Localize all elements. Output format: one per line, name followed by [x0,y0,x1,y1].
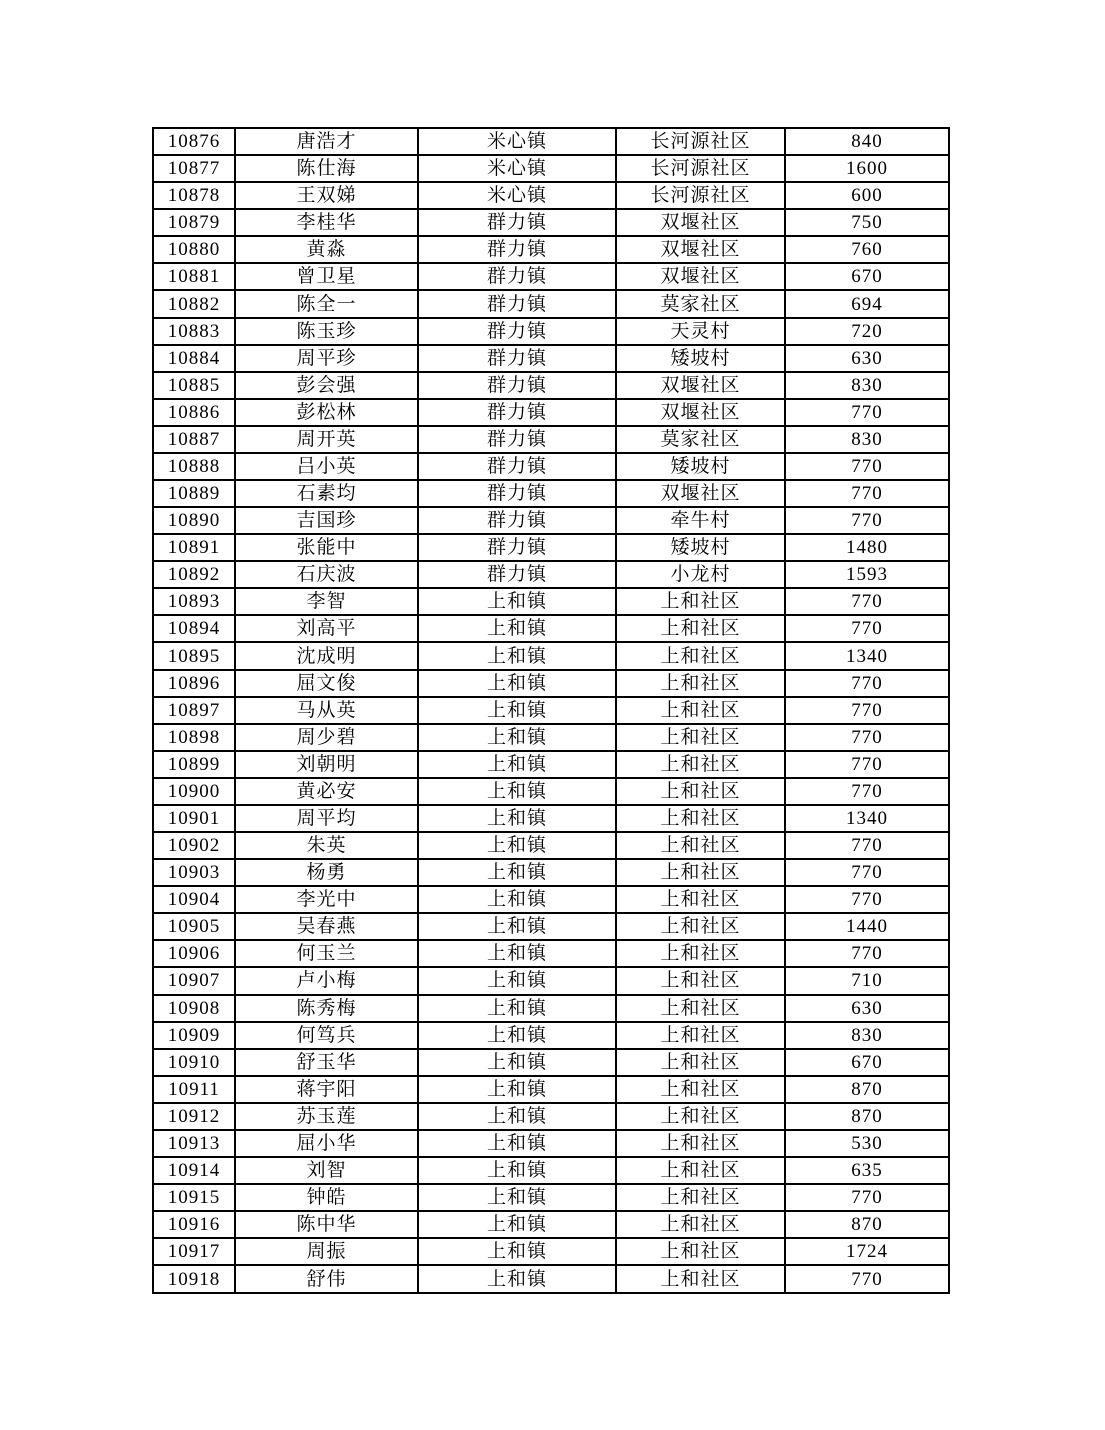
table-row [153,1211,949,1238]
cell-community: 上和社区 [616,751,785,778]
cell-amount: 635 [785,1157,949,1184]
table-row [153,832,949,859]
cell-town: 上和镇 [418,1265,616,1293]
cell-town: 上和镇 [418,615,616,642]
cell-id: 10913 [153,1130,235,1157]
cell-id: 10899 [153,751,235,778]
cell-town: 群力镇 [418,480,616,507]
cell-community: 上和社区 [616,615,785,642]
table-row [153,453,949,480]
cell-town: 群力镇 [418,290,616,317]
cell-town: 上和镇 [418,778,616,805]
cell-amount: 770 [785,615,949,642]
cell-name: 吕小英 [235,453,418,480]
cell-name: 马从英 [235,697,418,724]
table-row [153,561,949,588]
cell-name: 屈文俊 [235,670,418,697]
cell-amount: 670 [785,263,949,290]
cell-community: 上和社区 [616,1076,785,1103]
cell-amount: 720 [785,318,949,345]
cell-town: 上和镇 [418,697,616,724]
cell-town: 上和镇 [418,1130,616,1157]
cell-name: 何笃兵 [235,1022,418,1049]
cell-name: 卢小梅 [235,967,418,994]
cell-amount: 750 [785,209,949,236]
cell-name: 石素均 [235,480,418,507]
cell-amount: 770 [785,697,949,724]
cell-name: 张能中 [235,534,418,561]
cell-community: 上和社区 [616,588,785,615]
cell-name: 舒玉华 [235,1049,418,1076]
cell-community: 矮坡村 [616,534,785,561]
table-row [153,886,949,913]
cell-id: 10884 [153,345,235,372]
cell-name: 钟皓 [235,1184,418,1211]
cell-id: 10915 [153,1184,235,1211]
cell-community: 上和社区 [616,886,785,913]
cell-amount: 830 [785,1022,949,1049]
cell-amount: 770 [785,940,949,967]
cell-amount: 840 [785,128,949,155]
cell-id: 10918 [153,1265,235,1293]
cell-name: 陈中华 [235,1211,418,1238]
cell-town: 上和镇 [418,1076,616,1103]
cell-name: 曾卫星 [235,263,418,290]
cell-name: 吉国珍 [235,507,418,534]
table-row [153,913,949,940]
cell-id: 10901 [153,805,235,832]
table-row [153,372,949,399]
cell-id: 10903 [153,859,235,886]
cell-id: 10897 [153,697,235,724]
cell-amount: 1724 [785,1238,949,1265]
cell-community: 双堰社区 [616,209,785,236]
table-row [153,588,949,615]
cell-community: 牵牛村 [616,507,785,534]
cell-town: 上和镇 [418,805,616,832]
cell-id: 10894 [153,615,235,642]
cell-town: 上和镇 [418,940,616,967]
cell-community: 上和社区 [616,1238,785,1265]
cell-amount: 770 [785,1265,949,1293]
cell-town: 上和镇 [418,886,616,913]
cell-town: 上和镇 [418,967,616,994]
cell-community: 上和社区 [616,995,785,1022]
cell-amount: 710 [785,967,949,994]
cell-id: 10906 [153,940,235,967]
cell-amount: 830 [785,372,949,399]
cell-amount: 870 [785,1103,949,1130]
cell-town: 群力镇 [418,426,616,453]
cell-town: 群力镇 [418,318,616,345]
beneficiary-table [152,127,950,1294]
table-row [153,263,949,290]
cell-community: 长河源社区 [616,182,785,209]
cell-name: 苏玉莲 [235,1103,418,1130]
cell-town: 上和镇 [418,1157,616,1184]
cell-id: 10885 [153,372,235,399]
cell-name: 王双娣 [235,182,418,209]
cell-name: 李光中 [235,886,418,913]
table-row [153,697,949,724]
cell-community: 上和社区 [616,1049,785,1076]
cell-id: 10916 [153,1211,235,1238]
cell-community: 上和社区 [616,697,785,724]
cell-town: 群力镇 [418,534,616,561]
cell-id: 10902 [153,832,235,859]
cell-name: 周开英 [235,426,418,453]
cell-community: 上和社区 [616,642,785,669]
cell-name: 舒伟 [235,1265,418,1293]
cell-town: 米心镇 [418,155,616,182]
cell-id: 10893 [153,588,235,615]
cell-amount: 770 [785,832,949,859]
cell-community: 双堰社区 [616,480,785,507]
cell-community: 上和社区 [616,724,785,751]
cell-id: 10900 [153,778,235,805]
cell-community: 上和社区 [616,1022,785,1049]
cell-id: 10917 [153,1238,235,1265]
cell-id: 10886 [153,399,235,426]
cell-town: 群力镇 [418,372,616,399]
cell-name: 吴春燕 [235,913,418,940]
cell-name: 蒋宇阳 [235,1076,418,1103]
cell-community: 上和社区 [616,1157,785,1184]
cell-id: 10887 [153,426,235,453]
cell-name: 刘朝明 [235,751,418,778]
cell-id: 10879 [153,209,235,236]
cell-community: 矮坡村 [616,345,785,372]
cell-id: 10882 [153,290,235,317]
cell-id: 10909 [153,1022,235,1049]
cell-name: 沈成明 [235,642,418,669]
cell-id: 10895 [153,642,235,669]
cell-town: 上和镇 [418,588,616,615]
cell-community: 上和社区 [616,967,785,994]
cell-name: 陈全一 [235,290,418,317]
cell-community: 矮坡村 [616,453,785,480]
cell-amount: 1600 [785,155,949,182]
cell-amount: 770 [785,399,949,426]
cell-town: 米心镇 [418,128,616,155]
cell-community: 莫家社区 [616,290,785,317]
cell-town: 米心镇 [418,182,616,209]
table-row [153,724,949,751]
cell-community: 长河源社区 [616,128,785,155]
cell-name: 黄淼 [235,236,418,263]
cell-id: 10896 [153,670,235,697]
cell-community: 双堰社区 [616,263,785,290]
cell-community: 上和社区 [616,778,785,805]
cell-town: 上和镇 [418,1022,616,1049]
cell-name: 唐浩才 [235,128,418,155]
cell-amount: 1480 [785,534,949,561]
cell-amount: 600 [785,182,949,209]
cell-id: 10908 [153,995,235,1022]
cell-town: 上和镇 [418,1103,616,1130]
cell-name: 周平珍 [235,345,418,372]
cell-name: 李桂华 [235,209,418,236]
cell-town: 上和镇 [418,724,616,751]
cell-amount: 770 [785,507,949,534]
table-row [153,1130,949,1157]
table-row [153,1022,949,1049]
table-row [153,1049,949,1076]
cell-id: 10889 [153,480,235,507]
cell-id: 10881 [153,263,235,290]
cell-amount: 770 [785,886,949,913]
cell-amount: 1440 [785,913,949,940]
cell-community: 上和社区 [616,1265,785,1293]
table-row [153,1265,949,1293]
table-row [153,399,949,426]
cell-town: 上和镇 [418,670,616,697]
cell-town: 群力镇 [418,561,616,588]
table-row [153,480,949,507]
cell-name: 刘高平 [235,615,418,642]
cell-amount: 630 [785,995,949,1022]
cell-id: 10898 [153,724,235,751]
cell-town: 上和镇 [418,913,616,940]
table-row [153,642,949,669]
cell-name: 刘智 [235,1157,418,1184]
cell-community: 长河源社区 [616,155,785,182]
table-row [153,940,949,967]
cell-name: 周平均 [235,805,418,832]
cell-town: 群力镇 [418,263,616,290]
cell-community: 双堰社区 [616,399,785,426]
cell-id: 10877 [153,155,235,182]
cell-amount: 870 [785,1076,949,1103]
table-row [153,182,949,209]
table-row [153,778,949,805]
table-row [153,236,949,263]
cell-town: 上和镇 [418,1238,616,1265]
cell-town: 群力镇 [418,345,616,372]
cell-community: 双堰社区 [616,236,785,263]
table-row [153,615,949,642]
cell-amount: 760 [785,236,949,263]
cell-amount: 530 [785,1130,949,1157]
cell-community: 上和社区 [616,1103,785,1130]
cell-community: 上和社区 [616,1130,785,1157]
cell-town: 上和镇 [418,751,616,778]
cell-id: 10890 [153,507,235,534]
cell-amount: 630 [785,345,949,372]
cell-amount: 830 [785,426,949,453]
cell-id: 10888 [153,453,235,480]
cell-amount: 770 [785,588,949,615]
cell-name: 杨勇 [235,859,418,886]
cell-id: 10883 [153,318,235,345]
cell-town: 群力镇 [418,209,616,236]
cell-id: 10910 [153,1049,235,1076]
cell-amount: 770 [785,751,949,778]
cell-name: 黄必安 [235,778,418,805]
table-row [153,507,949,534]
cell-town: 群力镇 [418,236,616,263]
cell-town: 上和镇 [418,995,616,1022]
table-body [153,128,949,1293]
cell-name: 陈仕海 [235,155,418,182]
cell-town: 群力镇 [418,507,616,534]
cell-id: 10876 [153,128,235,155]
cell-id: 10892 [153,561,235,588]
table-row [153,1184,949,1211]
cell-id: 10891 [153,534,235,561]
cell-town: 上和镇 [418,1211,616,1238]
cell-community: 上和社区 [616,805,785,832]
cell-community: 上和社区 [616,832,785,859]
cell-community: 莫家社区 [616,426,785,453]
cell-id: 10912 [153,1103,235,1130]
cell-id: 10911 [153,1076,235,1103]
cell-name: 屈小华 [235,1130,418,1157]
cell-name: 周振 [235,1238,418,1265]
cell-amount: 770 [785,1184,949,1211]
cell-town: 上和镇 [418,832,616,859]
table-row [153,1076,949,1103]
cell-name: 朱英 [235,832,418,859]
cell-community: 上和社区 [616,1211,785,1238]
table-row [153,318,949,345]
cell-amount: 770 [785,778,949,805]
cell-amount: 694 [785,290,949,317]
table-row [153,1103,949,1130]
cell-town: 群力镇 [418,453,616,480]
cell-amount: 1340 [785,642,949,669]
cell-amount: 670 [785,1049,949,1076]
table-row [153,1157,949,1184]
cell-name: 陈秀梅 [235,995,418,1022]
table-row [153,155,949,182]
cell-id: 10905 [153,913,235,940]
table-row [153,967,949,994]
cell-community: 天灵村 [616,318,785,345]
cell-amount: 770 [785,480,949,507]
table-row [153,751,949,778]
cell-name: 石庆波 [235,561,418,588]
cell-amount: 770 [785,453,949,480]
cell-name: 彭会强 [235,372,418,399]
cell-amount: 1340 [785,805,949,832]
table-row [153,995,949,1022]
cell-community: 双堰社区 [616,372,785,399]
table-row [153,426,949,453]
cell-amount: 1593 [785,561,949,588]
cell-town: 上和镇 [418,1049,616,1076]
table-row [153,534,949,561]
cell-id: 10878 [153,182,235,209]
cell-community: 小龙村 [616,561,785,588]
cell-town: 上和镇 [418,859,616,886]
cell-community: 上和社区 [616,940,785,967]
cell-community: 上和社区 [616,1184,785,1211]
cell-amount: 770 [785,724,949,751]
cell-name: 陈玉珍 [235,318,418,345]
cell-id: 10880 [153,236,235,263]
table-row [153,345,949,372]
cell-id: 10914 [153,1157,235,1184]
cell-town: 群力镇 [418,399,616,426]
cell-town: 上和镇 [418,1184,616,1211]
cell-name: 何玉兰 [235,940,418,967]
cell-name: 周少碧 [235,724,418,751]
cell-town: 上和镇 [418,642,616,669]
cell-amount: 870 [785,1211,949,1238]
cell-amount: 770 [785,670,949,697]
cell-community: 上和社区 [616,913,785,940]
table-row [153,859,949,886]
table-row [153,209,949,236]
cell-id: 10904 [153,886,235,913]
cell-name: 李智 [235,588,418,615]
cell-community: 上和社区 [616,859,785,886]
table-row [153,805,949,832]
table-row [153,1238,949,1265]
table-row [153,290,949,317]
table-row [153,128,949,155]
cell-community: 上和社区 [616,670,785,697]
cell-name: 彭松林 [235,399,418,426]
cell-amount: 770 [785,859,949,886]
table-row [153,670,949,697]
cell-id: 10907 [153,967,235,994]
